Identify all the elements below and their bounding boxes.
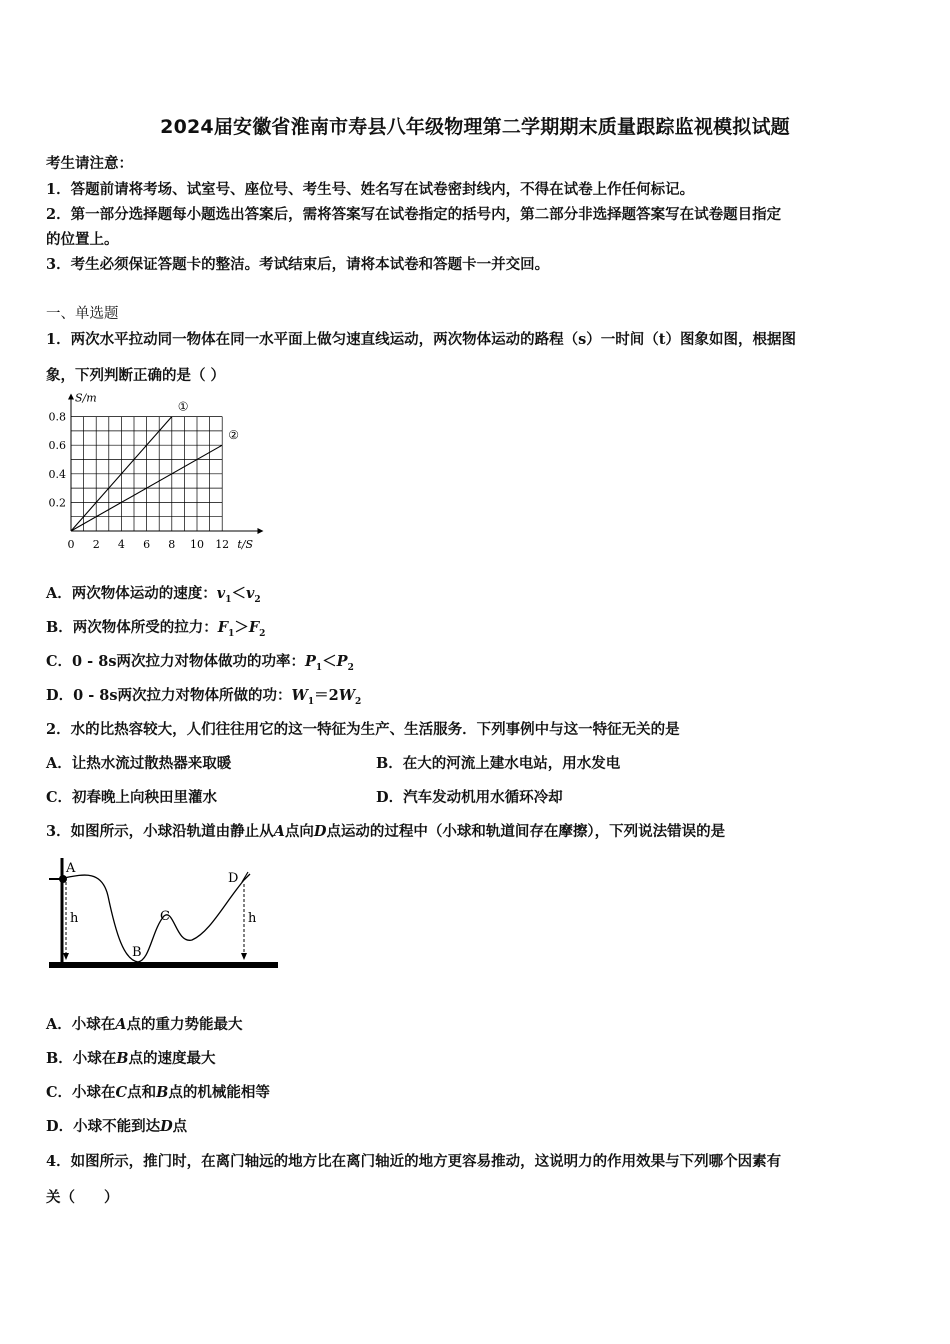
- st-graph: [40, 392, 270, 562]
- q2-stem: 2．水的比热容较大，人们往往用它的这一特征为生产、生活服务．下列事例中与这一特征无关的是: [46, 721, 680, 738]
- height-left-arrow: [63, 953, 69, 960]
- q3-option-text: C．小球在: [46, 1084, 116, 1101]
- x-tick-label: 10: [190, 538, 204, 551]
- sub: 1: [307, 696, 315, 707]
- q3-option-text: 点和: [127, 1084, 157, 1101]
- x-axis-arrow: [257, 528, 263, 534]
- q3-option-text: 点: [172, 1118, 188, 1135]
- point-label: B: [156, 1084, 169, 1101]
- y-tick-label: 0.4: [48, 467, 66, 481]
- x-axis-label: t/S: [237, 538, 253, 551]
- sub: 2: [254, 594, 261, 605]
- q3-stem-part: 点向: [284, 823, 314, 840]
- notice-item-1: 1．答题前请将考场、试室号、座位号、考生号、姓名写在试卷密封线内，不得在试卷上作任何标记。: [46, 181, 695, 198]
- y-tick-label: 0.8: [48, 410, 66, 424]
- y-axis-label: S/m: [75, 392, 97, 405]
- y-axis-arrow: [68, 393, 74, 399]
- point-label: D: [313, 823, 327, 840]
- op: ＝2: [314, 687, 339, 704]
- var: W: [338, 687, 355, 704]
- q1-stem-line1: 1．两次水平拉动同一物体在同一水平面上做匀速直线运动，两次物体运动的路程（s）一时间（t）图象如图，根据图: [46, 331, 796, 348]
- q1-option-d[interactable]: [46, 684, 361, 707]
- var: P: [336, 653, 348, 670]
- op: ＜: [231, 585, 246, 602]
- q1-option-d-text: D．0 - 8s两次拉力对物体所做的功：: [46, 687, 292, 704]
- q1-stem-line2: 象，下列判断正确的是（ ）: [46, 367, 226, 384]
- op: ＞: [234, 619, 249, 636]
- x-tick-label: 0: [67, 538, 75, 551]
- q1-option-c-text: C．0 - 8s两次拉力对物体做功的功率：: [46, 653, 305, 670]
- y-tick-label: 0.6: [48, 439, 66, 453]
- q3-stem-part: 点运动的过程中（小球和轨道间存在摩擦），下列说法错误的是: [326, 823, 726, 840]
- x-tick-label: 4: [117, 538, 125, 551]
- label-c: C: [160, 909, 170, 924]
- q3-option-text: D．小球不能到达: [46, 1118, 161, 1135]
- var: F: [248, 619, 260, 636]
- op: ＜: [322, 653, 337, 670]
- chart-ticks: [49, 411, 230, 551]
- page-title: 2024届安徽省淮南市寿县八年级物理第二学期期末质量跟踪监视模拟试题: [160, 116, 790, 138]
- q3-option-text: 点的机械能相等: [168, 1084, 270, 1101]
- q1-option-b[interactable]: [46, 616, 265, 639]
- q3-stem-part: 3．如图所示，小球沿轨道由静止从: [46, 823, 274, 840]
- q2-option-a[interactable]: A．让热水流过散热器来取暖: [46, 755, 232, 772]
- series-label-1: ①: [177, 399, 189, 414]
- q1-option-a[interactable]: [46, 582, 261, 605]
- label-h-right: h: [248, 911, 257, 926]
- notice-item-2: 2．第一部分选择题每小题选出答案后，需将答案写在试卷指定的括号内，第二部分非选择题答案写在试卷题目指定: [46, 206, 782, 223]
- sub: 1: [315, 662, 323, 673]
- label-a: A: [66, 861, 76, 876]
- q2-option-c[interactable]: C．初春晚上向秧田里灌水: [46, 789, 218, 806]
- point-label: D: [160, 1118, 173, 1135]
- notice-item-2-cont: 的位置上。: [46, 231, 119, 248]
- label-b: B: [132, 945, 142, 960]
- q1-option-b-text: B．两次物体所受的拉力：: [46, 619, 218, 636]
- chart-grid: [71, 417, 222, 531]
- var: W: [291, 687, 308, 704]
- label-h-left: h: [70, 911, 79, 926]
- q1-option-a-text: A．两次物体运动的速度：: [46, 585, 217, 602]
- x-tick-label: 2: [92, 538, 100, 551]
- q2-option-b[interactable]: B．在大的河流上建水电站，用水发电: [376, 755, 621, 772]
- series-label-2: ②: [228, 428, 239, 443]
- sub: 2: [347, 662, 354, 673]
- track-figure: [44, 852, 284, 978]
- track-curve: [64, 874, 250, 962]
- point-label: B: [116, 1050, 129, 1067]
- var: v: [245, 585, 255, 602]
- q3-option-text: A．小球在: [46, 1016, 116, 1033]
- sub: 1: [228, 628, 235, 639]
- q1-option-c[interactable]: [46, 650, 354, 673]
- q3-option-b[interactable]: [46, 1047, 216, 1068]
- x-tick-label: 6: [143, 538, 151, 551]
- x-tick-label: 8: [168, 538, 176, 551]
- q3-option-text: B．小球在: [46, 1050, 117, 1067]
- q3-option-d[interactable]: [46, 1115, 187, 1136]
- q3-option-c[interactable]: [46, 1081, 270, 1102]
- notice-item-3: 3．考生必须保证答题卡的整洁。考试结束后，请将本试卷和答题卡一并交回。: [46, 256, 550, 273]
- var: F: [217, 619, 229, 636]
- var: v: [216, 585, 226, 602]
- notice-heading: 考生请注意：: [46, 155, 133, 172]
- point-label: A: [273, 823, 285, 840]
- sub: 2: [354, 696, 362, 707]
- height-right-arrow: [241, 953, 247, 960]
- var: P: [305, 653, 316, 670]
- x-tick-label: 12: [215, 538, 230, 551]
- sub: 1: [225, 594, 232, 605]
- y-tick-label: 0.2: [48, 496, 66, 510]
- q3-option-text: 点的重力势能最大: [126, 1016, 243, 1033]
- q4-stem-line1: 4．如图所示，推门时，在离门轴远的地方比在离门轴近的地方更容易推动，这说明力的作用效果与下列哪个因素有: [46, 1153, 782, 1170]
- q3-option-text: 点的速度最大: [128, 1050, 216, 1067]
- q3-stem: [46, 820, 725, 841]
- label-d: D: [228, 871, 239, 886]
- section-heading: 一、单选题: [46, 306, 119, 322]
- sub: 2: [259, 628, 266, 639]
- q4-stem-line2: 关（ ）: [46, 1189, 119, 1206]
- point-label: C: [115, 1084, 128, 1101]
- chart-axes: [68, 392, 263, 551]
- q2-option-d[interactable]: D．汽车发动机用水循环冷却: [376, 789, 563, 806]
- q3-option-a[interactable]: [46, 1013, 243, 1034]
- point-label: A: [115, 1016, 127, 1033]
